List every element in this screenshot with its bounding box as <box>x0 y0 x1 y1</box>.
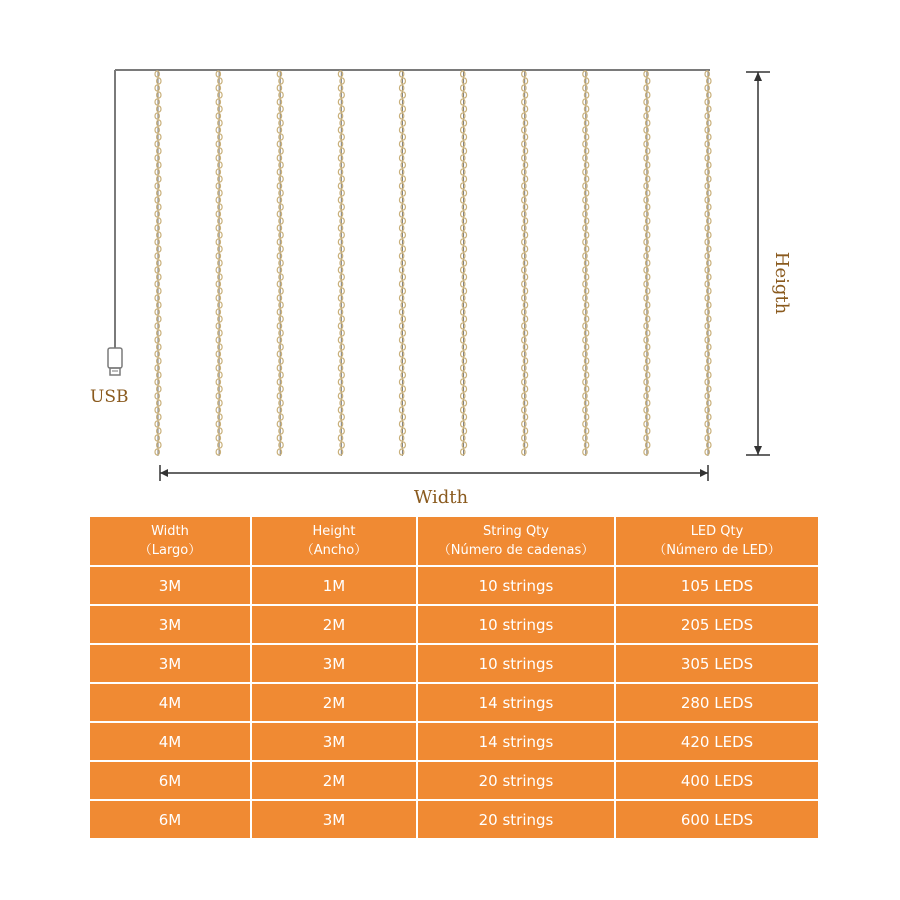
height-label: Heigth <box>771 251 792 315</box>
cell-led-qty: 420 LEDS <box>615 722 819 761</box>
cell-width: 3M <box>89 644 251 683</box>
cell-string-qty: 14 strings <box>417 722 615 761</box>
cell-width: 3M <box>89 605 251 644</box>
led-string-icon <box>216 70 222 456</box>
table-row <box>89 644 819 683</box>
led-string-icon <box>644 70 650 456</box>
cell-string-qty: 10 strings <box>417 644 615 683</box>
table-row <box>89 605 819 644</box>
cell-height: 3M <box>251 644 417 683</box>
cell-string-qty: 20 strings <box>417 800 615 839</box>
cell-string-qty: 20 strings <box>417 761 615 800</box>
cell-string-qty: 10 strings <box>417 605 615 644</box>
cell-width: 4M <box>89 722 251 761</box>
table-header-row <box>89 516 819 566</box>
cell-width: 3M <box>89 566 251 605</box>
cell-string-qty: 10 strings <box>417 566 615 605</box>
table-row <box>89 761 819 800</box>
table-row <box>89 800 819 839</box>
cell-width: 6M <box>89 800 251 839</box>
table-row <box>89 722 819 761</box>
header-height: Height （Ancho） <box>251 516 417 566</box>
usb-plug-icon <box>108 348 122 375</box>
cell-led-qty: 400 LEDS <box>615 761 819 800</box>
cell-height: 1M <box>251 566 417 605</box>
cell-led-qty: 280 LEDS <box>615 683 819 722</box>
cell-height: 2M <box>251 761 417 800</box>
led-string-icon <box>338 70 344 456</box>
specification-table <box>88 515 820 840</box>
led-string-icon <box>522 70 528 456</box>
table-row <box>89 566 819 605</box>
led-string-icon <box>583 70 589 456</box>
cell-led-qty: 205 LEDS <box>615 605 819 644</box>
led-strings <box>155 70 711 456</box>
cell-led-qty: 600 LEDS <box>615 800 819 839</box>
cell-width: 4M <box>89 683 251 722</box>
height-dimension-arrow <box>746 72 770 455</box>
header-width: Width （Largo） <box>89 516 251 566</box>
cell-led-qty: 305 LEDS <box>615 644 819 683</box>
cell-width: 6M <box>89 761 251 800</box>
led-string-icon <box>155 70 161 456</box>
header-string-qty: String Qty （Número de cadenas） <box>417 516 615 566</box>
led-string-icon <box>705 70 711 456</box>
cell-led-qty: 105 LEDS <box>615 566 819 605</box>
led-string-icon <box>461 70 467 456</box>
cell-height: 3M <box>251 722 417 761</box>
usb-label: USB <box>90 387 129 407</box>
width-label: Width <box>413 487 469 508</box>
width-dimension-arrow <box>160 465 708 481</box>
led-string-icon <box>399 70 405 456</box>
led-string-icon <box>277 70 283 456</box>
header-led-qty: LED Qty （Número de LED） <box>615 516 819 566</box>
cell-height: 2M <box>251 605 417 644</box>
cell-height: 3M <box>251 800 417 839</box>
cell-height: 2M <box>251 683 417 722</box>
cell-string-qty: 14 strings <box>417 683 615 722</box>
table-row <box>89 683 819 722</box>
